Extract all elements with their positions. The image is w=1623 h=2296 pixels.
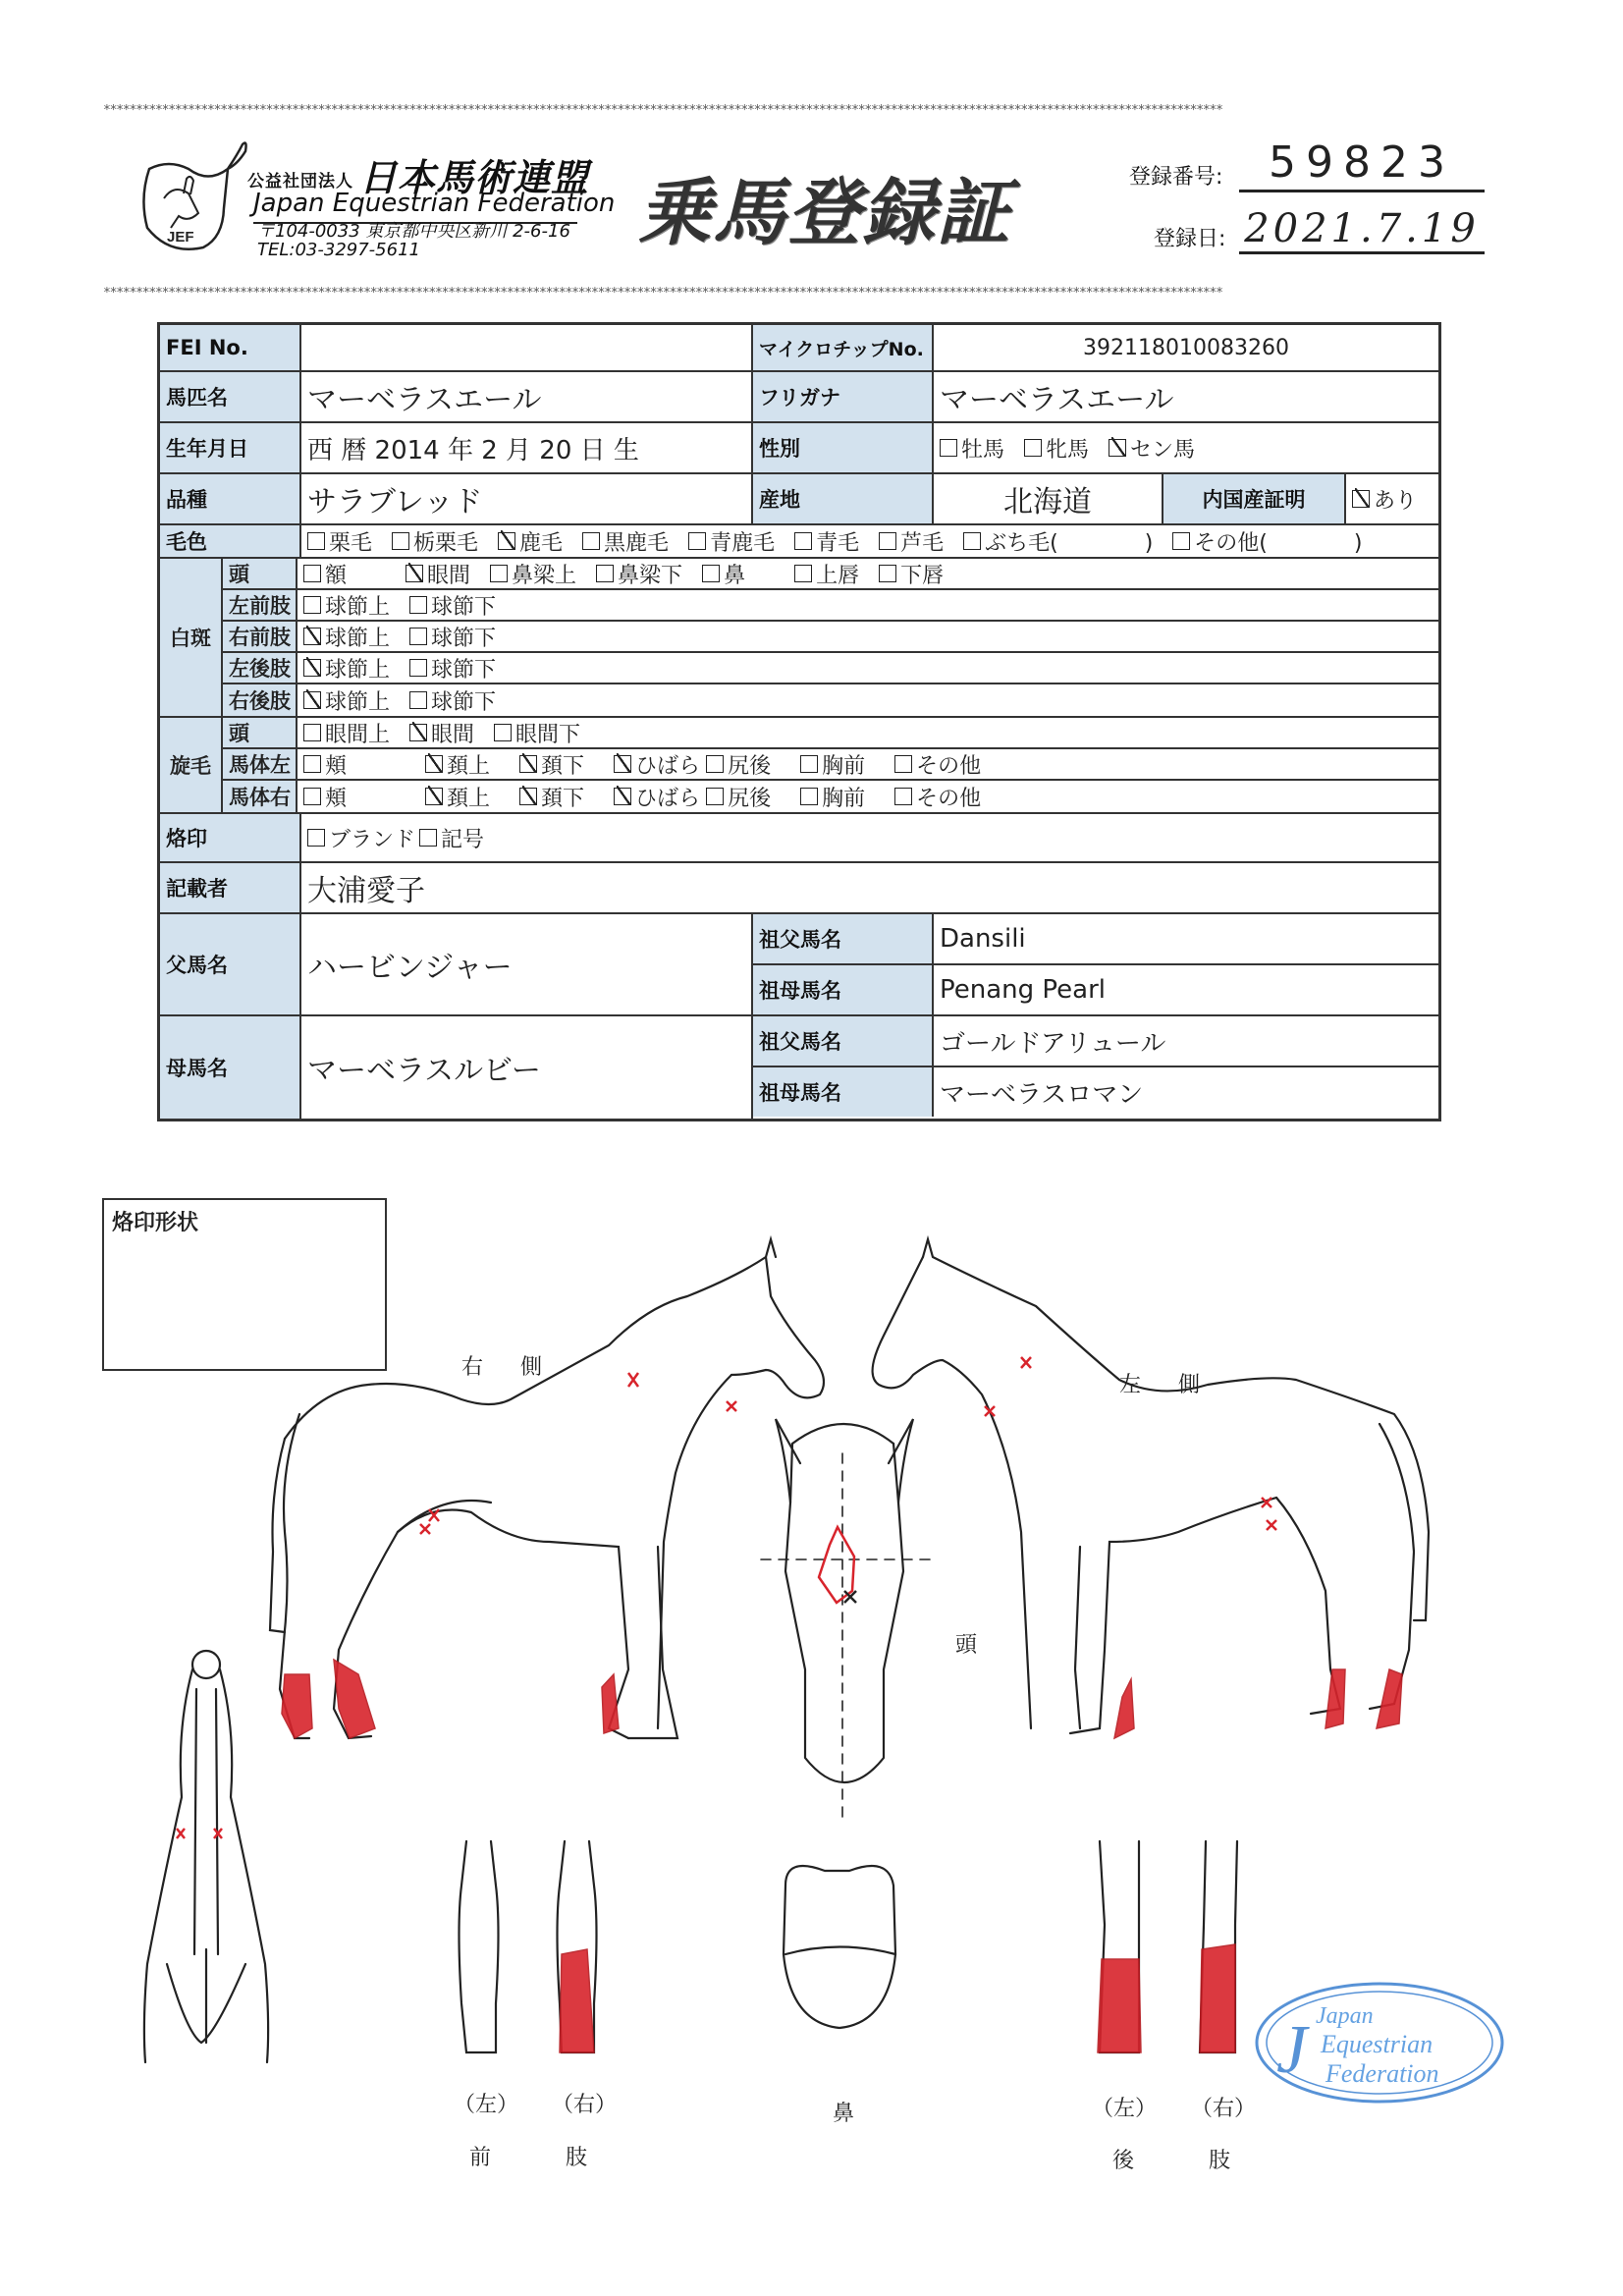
- header-separator-bottom: ****************************************************************************************************************************************************************************: [103, 287, 1222, 301]
- registration-date-value: 2021.7.19: [1239, 206, 1485, 254]
- whorl-mark-icon: [177, 1357, 1276, 1838]
- hind-caption: 後肢: [1112, 2149, 1306, 2173]
- option-chest[interactable]: 胸前: [800, 782, 865, 812]
- dam-label: 母馬名: [160, 1016, 301, 1119]
- option-lower-neck[interactable]: 頚下: [519, 782, 584, 812]
- microchip-label: マイクロチップNo.: [753, 325, 934, 370]
- horse-nose-icon: [784, 1866, 895, 2028]
- whorls-body-left-label: 馬体左: [223, 749, 298, 779]
- brand-shape-label: 烙印形状: [112, 1211, 199, 1235]
- option-above-fetlock[interactable]: 球節上: [303, 685, 390, 716]
- svg-text:Federation: Federation: [1325, 2059, 1439, 2088]
- option-other[interactable]: その他: [894, 749, 981, 779]
- registration-number-value: 59823: [1239, 137, 1485, 192]
- option-between-eyes[interactable]: 眼間: [409, 718, 474, 747]
- option-cheek[interactable]: 頬: [303, 782, 347, 812]
- coat-option-pinto[interactable]: ぶち毛( ): [963, 526, 1153, 557]
- option-upper-bridge[interactable]: 鼻梁上: [490, 559, 576, 588]
- sex-option-stallion[interactable]: 牡馬: [940, 433, 1004, 464]
- recorder-label: 記載者: [160, 863, 301, 912]
- granddam-label: 祖母馬名: [753, 1067, 934, 1117]
- option-lower-neck[interactable]: 頚下: [519, 749, 584, 779]
- white-marks-left-fore-label: 左前肢: [223, 590, 298, 620]
- svg-text:Equestrian: Equestrian: [1321, 2030, 1434, 2058]
- breed-value: サラブレッド: [301, 474, 753, 523]
- coat-option-chestnut[interactable]: 栗毛: [307, 526, 372, 557]
- org-tel: TEL:03-3297-5611: [257, 240, 420, 260]
- svg-text:J: J: [1276, 2012, 1308, 2088]
- breed-label: 品種: [160, 474, 301, 523]
- coat-option-dark-bay[interactable]: 黒鹿毛: [582, 526, 669, 557]
- origin-value: 北海道: [934, 474, 1163, 523]
- coat-option-brown[interactable]: 青鹿毛: [688, 526, 775, 557]
- white-marks-right-hind-label: 右後肢: [223, 684, 298, 716]
- option-upper-neck[interactable]: 頚上: [425, 782, 490, 812]
- option-buttock[interactable]: 尻後: [706, 782, 771, 812]
- coat-option-dark-chestnut[interactable]: 栃栗毛: [392, 526, 478, 557]
- fore-left-label: （左）: [454, 2093, 519, 2117]
- option-cheek[interactable]: 頬: [303, 749, 347, 779]
- sex-option-mare[interactable]: 牝馬: [1024, 433, 1089, 464]
- whorls-label: 旋毛: [160, 718, 223, 812]
- coat-option-bay[interactable]: 鹿毛: [498, 526, 563, 557]
- origin-label: 産地: [753, 474, 934, 523]
- brand-label: 烙印: [160, 814, 301, 861]
- microchip-value: 392118010083260: [934, 325, 1438, 370]
- sex-option-gelding[interactable]: セン馬: [1109, 433, 1195, 464]
- option-buttock[interactable]: 尻後: [706, 749, 771, 779]
- right-side-label: 右側: [461, 1355, 580, 1380]
- document-title: 乗馬登録証: [638, 171, 1011, 255]
- option-above-fetlock[interactable]: 球節上: [303, 622, 390, 651]
- dam-value: マーベラスルビー: [301, 1016, 753, 1119]
- domestic-cert-label: 内国産証明: [1163, 474, 1346, 523]
- option-upper-lip[interactable]: 上唇: [794, 559, 859, 588]
- org-name-en: Japan Equestrian Federation: [253, 189, 577, 224]
- svg-text:Japan: Japan: [1316, 2003, 1374, 2029]
- option-above-fetlock[interactable]: 球節上: [303, 590, 390, 620]
- coat-option-other[interactable]: その他( ): [1172, 526, 1362, 557]
- granddam-value: Penang Pearl: [934, 965, 1438, 1014]
- head-label: 頭: [955, 1633, 978, 1658]
- horse-right-side-icon: [270, 1239, 824, 1738]
- option-lower-bridge[interactable]: 鼻梁下: [596, 559, 682, 588]
- registration-number-label: 登録番号:: [1129, 165, 1223, 190]
- header-separator-top: ****************************************************************************************************************************************************************************: [103, 104, 1222, 118]
- org-prefix: 公益社団法人: [247, 172, 353, 191]
- birth-date-label: 生年月日: [160, 423, 301, 472]
- logo-text: JEF: [167, 229, 194, 246]
- fei-no-label: FEI No.: [160, 325, 301, 370]
- birth-date-value: 西 暦 2014 年 2 月 20 日 生: [301, 423, 753, 472]
- sire-label: 父馬名: [160, 914, 301, 1014]
- registration-date-label: 登録日:: [1154, 227, 1226, 251]
- grandsire-value: ゴールドアリュール: [934, 1016, 1438, 1066]
- option-below-fetlock[interactable]: 球節下: [409, 685, 496, 716]
- option-above-eyes[interactable]: 眼間上: [303, 718, 390, 747]
- option-below-fetlock[interactable]: 球節下: [409, 622, 496, 651]
- grandsire-label: 祖父馬名: [753, 914, 934, 963]
- horse-name-value: マーベラスエール: [301, 372, 753, 421]
- option-below-fetlock[interactable]: 球節下: [409, 653, 496, 683]
- sire-value: ハービンジャー: [301, 914, 753, 1014]
- recorder-value: 大浦愛子: [301, 863, 1438, 912]
- white-marks-label: 白斑: [160, 559, 223, 716]
- whorls-head-label: 頭: [223, 718, 298, 747]
- hind-right-label: （右）: [1191, 2097, 1257, 2121]
- granddam-label: 祖母馬名: [753, 965, 934, 1014]
- coat-color-label: 毛色: [160, 525, 301, 557]
- grandsire-value: Dansili: [934, 914, 1438, 963]
- option-forehead[interactable]: 額: [303, 559, 347, 588]
- option-flank[interactable]: ひばら: [614, 782, 700, 812]
- white-marks-right-fore-label: 右前肢: [223, 622, 298, 651]
- org-name: 日本馬術連盟: [359, 156, 590, 199]
- horse-name-label: 馬匹名: [160, 372, 301, 421]
- option-between-eyes[interactable]: 眼間: [406, 559, 470, 588]
- left-side-label: 左側: [1119, 1373, 1238, 1397]
- white-marks-head-label: 頭: [223, 559, 298, 588]
- fore-right-label: （右）: [552, 2093, 618, 2117]
- option-lower-lip[interactable]: 下唇: [879, 559, 944, 588]
- nose-label: 鼻: [833, 2102, 855, 2126]
- option-brand[interactable]: ブランド: [307, 823, 415, 853]
- grandsire-label: 祖父馬名: [753, 1016, 934, 1066]
- option-upper-neck[interactable]: 頚上: [425, 749, 490, 779]
- horse-head-front-icon: [761, 1419, 938, 1817]
- horse-top-view-icon: [144, 1651, 268, 2062]
- furigana-value: マーベラスエール: [934, 372, 1438, 421]
- horse-left-side-icon: [873, 1239, 1429, 1733]
- option-chest[interactable]: 胸前: [800, 749, 865, 779]
- option-below-eyes[interactable]: 眼間下: [494, 718, 580, 747]
- option-flank[interactable]: ひばら: [614, 749, 700, 779]
- hind-left-label: （左）: [1092, 2097, 1158, 2121]
- furigana-label: フリガナ: [753, 372, 934, 421]
- fore-caption: 前肢: [469, 2146, 663, 2170]
- option-nose[interactable]: 鼻: [702, 559, 745, 588]
- granddam-value: マーベラスロマン: [934, 1067, 1438, 1117]
- option-above-fetlock[interactable]: 球節上: [303, 653, 390, 683]
- domestic-cert-option[interactable]: あり: [1346, 474, 1438, 523]
- option-below-fetlock[interactable]: 球節下: [409, 590, 496, 620]
- coat-option-black[interactable]: 青毛: [794, 526, 859, 557]
- option-symbol[interactable]: 記号: [419, 823, 484, 853]
- white-marks-left-hind-label: 左後肢: [223, 653, 298, 683]
- option-other[interactable]: その他: [894, 782, 981, 812]
- org-address: 〒104-0033 東京都中央区新川 2-6-16: [257, 221, 570, 242]
- jef-stamp-icon: [1257, 1984, 1502, 2102]
- whorls-body-right-label: 馬体右: [223, 781, 298, 812]
- sex-label: 性別: [753, 423, 934, 472]
- coat-option-grey[interactable]: 芦毛: [879, 526, 944, 557]
